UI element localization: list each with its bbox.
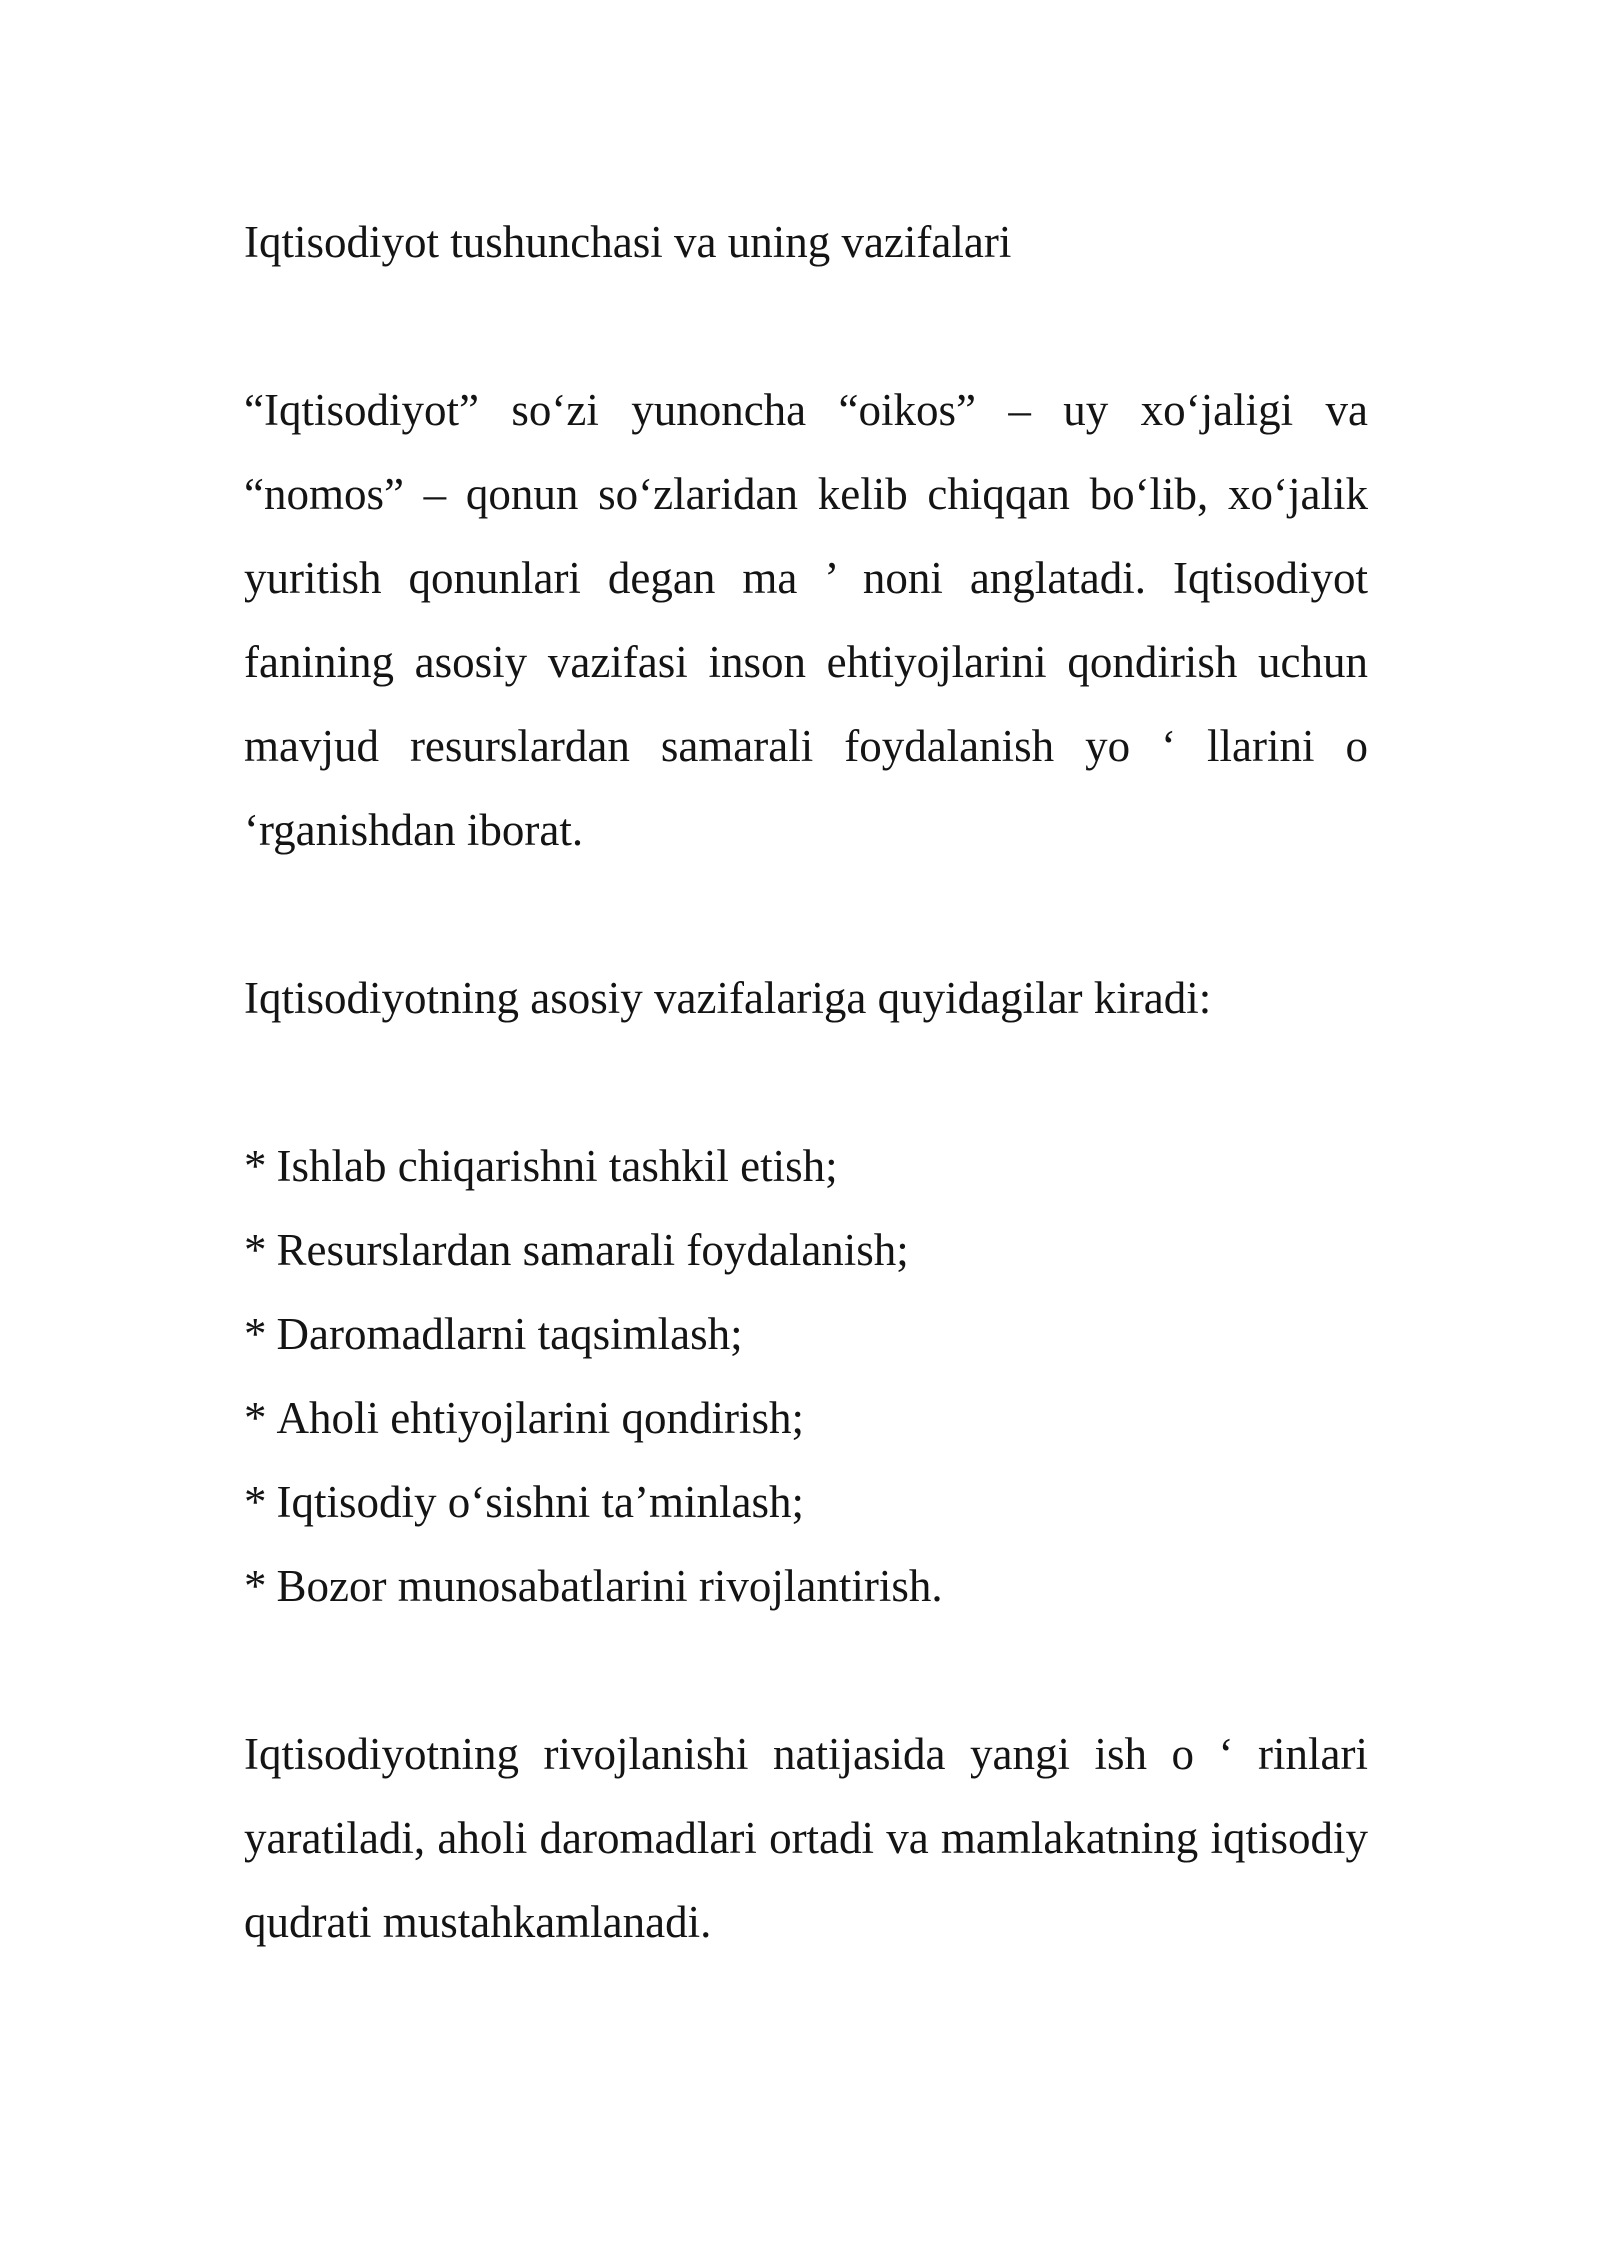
list-intro: Iqtisodiyotning asosiy vazifalariga quyidagilar kiradi:	[244, 973, 1212, 1023]
list-item-text: Ishlab chiqarishni tashkil etish;	[276, 1141, 838, 1191]
list-item	[244, 1208, 1368, 1292]
bullet-marker: *	[244, 1309, 267, 1359]
bullet-marker: *	[244, 1141, 267, 1191]
bullet-marker: *	[244, 1477, 267, 1527]
list-item	[244, 1460, 1368, 1544]
document-body	[244, 200, 1368, 1964]
bullet-marker: *	[244, 1225, 267, 1275]
paragraph-development: Iqtisodiyotning rivojlanishi natijasida yangi ish o ‘ rinlari yaratiladi, aholi daromadlari ortadi va mamlakatning iqtisodiy qudrati mustahkamlanadi.	[244, 1729, 1368, 1947]
list-item-text: Aholi ehtiyojlarini qondirish;	[276, 1393, 804, 1443]
list-item	[244, 1376, 1368, 1460]
paragraph-etymology: “Iqtisodiyot” so‘zi yunoncha “oikos” – uy xo‘jaligi va “nomos” – qonun so‘zlaridan kelib chiqqan bo‘lib, xo‘jalik yuritish qonunlari degan ma ’ noni anglatadi. Iqtisodiyot fanining asosiy vazifasi inson ehtiyojlarini qondirish uchun mavjud resurslardan samarali foydalanish yo ‘ llarini o ‘rganishdan iborat.	[244, 385, 1368, 855]
document-title: Iqtisodiyot tushunchasi va uning vazifalari	[244, 217, 1012, 267]
bullet-marker: *	[244, 1561, 267, 1611]
list-item-text: Resurslardan samarali foydalanish;	[276, 1225, 909, 1275]
functions-list	[244, 1124, 1368, 1628]
bullet-marker: *	[244, 1393, 267, 1443]
list-item-text: Daromadlarni taqsimlash;	[276, 1309, 743, 1359]
list-item	[244, 1544, 1368, 1628]
list-item	[244, 1124, 1368, 1208]
list-item-text: Iqtisodiy o‘sishni ta’minlash;	[276, 1477, 804, 1527]
list-item	[244, 1292, 1368, 1376]
list-item-text: Bozor munosabatlarini rivojlantirish.	[276, 1561, 943, 1611]
